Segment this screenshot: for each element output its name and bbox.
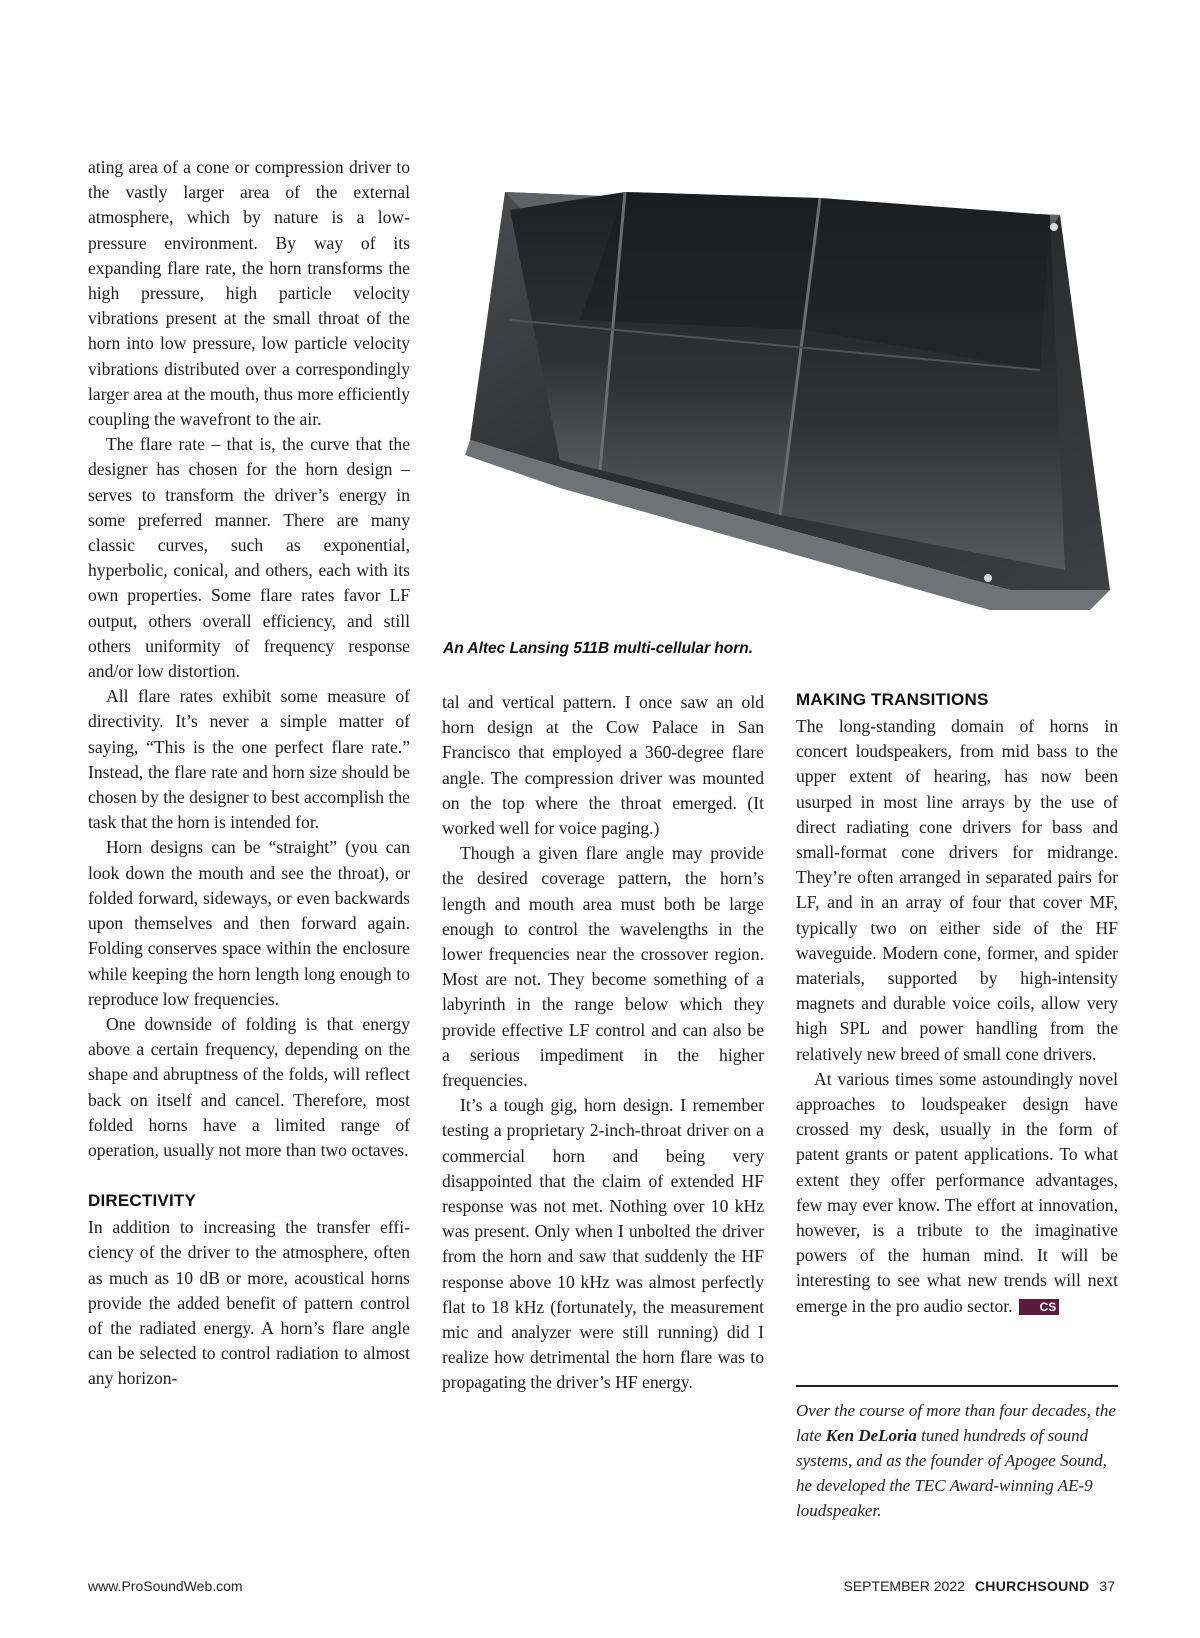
article-column-1 — [88, 155, 410, 1392]
paragraph-text: At various times some astoundingly novel approaches to loudspeaker design have crossed my desk, usually in the form of patent grants or patent applications. To what extent they offer performance advantages, few may ever know. The effort at innovation, however, is a tribute to the imaginative powers of the human mind. It will be interesting to see what new trends will next emerge in the pro audio sector. — [796, 1068, 1118, 1316]
bio-divider — [796, 1385, 1118, 1387]
footer-issue-date: SEPTEMBER 2022 — [843, 1578, 965, 1594]
paragraph: Though a given flare angle may provide the desired coverage pattern, the horn’s length and mouth area must both be large enough to control the wavelengths in the lower frequencies near the crossover region. Most are not. They become something of a labyrinth in the range below which they provide effective LF control and can also be a serious impediment in the higher frequencies. — [442, 843, 764, 1091]
horn-photo — [450, 170, 1110, 630]
paragraph: All flare rates exhibit some measure of directivity. It’s never a simple matter of saying, “This is the one perfect flare rate.” Instead, the flare rate and horn size should be chosen by the designer to best accomplish the task that the horn is intended for. — [88, 686, 410, 833]
paragraph: The long-standing domain of horns in concert loudspeakers, from mid bass to the upper extent of hearing, has now been usurped in most line arrays by the use of direct radiating cone drivers for bass and small-format cone drivers for midrange. They’re often arranged in separated pairs for LF, and in an array of four that cover MF, typically two on either side of the HF waveguide. Modern cone, former, and spider materials, supported by high-intensity magnets and durable voice coils, allow very high SPL and power handling from the relatively new breed of small cone drivers. — [796, 716, 1118, 1064]
footer-page-number: 37 — [1099, 1578, 1115, 1594]
footer-website: www.ProSoundWeb.com — [88, 1578, 243, 1594]
paragraph: Horn designs can be “straight” (you can look down the mouth and see the throat), or folded forward, sideways, or even backwards upon themselves and then forward again. Folding conserves space within the enclosure while keeping the horn length long enough to reproduce low frequencies. — [88, 837, 410, 1009]
author-name: Ken DeLoria — [825, 1426, 917, 1445]
end-mark-badge: CS — [1019, 1299, 1060, 1315]
paragraph: It’s a tough gig, horn design. I remember testing a proprietary 2-inch-throat driver on a commercial horn and being very disappointed that the claim of extended HF response was not met. Nothing over 10 kHz was present. Only when I unbolted the driver from the horn and saw that suddenly the HF response above 10 kHz was almost perfectly flat to 18 kHz (fortunately, the measurement mic and analyzer were still running) did I realize how detrimental the horn flare was to propagating the driver’s HF energy. — [442, 1095, 764, 1393]
paragraph: tal and vertical pattern. I once saw an old horn design at the Cow Palace in San Francisco that employed a 360-degree flare angle. The compression driver was mounted on the top where the throat emerged. (It worked well for voice paging.) — [442, 692, 764, 839]
horn-illustration — [450, 170, 1110, 630]
article-column-3 — [796, 688, 1118, 1319]
article-column-2 — [442, 690, 764, 1396]
section-heading-making-transitions: MAKING TRANSITIONS — [796, 690, 989, 709]
bio-text-after: tuned hundreds of sound systems, and as the founder of Apogee Sound, he developed the TEC Award-winning AE-9 loudspeaker. — [796, 1426, 1107, 1520]
footer-magazine-name: CHURCHSOUND — [974, 1578, 1090, 1594]
paragraph: The flare rate – that is, the curve that the designer has chosen for the horn design – serves to transform the driver’s energy in some preferred manner. There are many classic curves, such as exponential, hyperbolic, conical, and others, each with its own properties. Some flare rates favor LF output, others overall efficiency, and still others uniformity of frequency response and/or low distortion. — [88, 434, 410, 682]
figure-caption: An Altec Lansing 511B multi-cellular horn. — [443, 640, 754, 657]
paragraph: In addition to increasing the transfer efficiency of the driver to the atmosphere, often as much as 10 dB or more, acoustical horns provide the added benefit of pattern control of the radiated energy. A horn’s flare angle can be selected to control radiation to almost any horizon- — [88, 1217, 410, 1389]
author-bio — [796, 1398, 1118, 1523]
bio-text-before: Over the course of more than four decades, the late — [796, 1401, 1116, 1445]
paragraph — [796, 1067, 1118, 1319]
paragraph: ating area of a cone or compression driver to the vastly larger area of the external atmosphere, which by nature is a low-pressure environment. By way of its expanding flare rate, the horn transforms the high pressure, high particle velocity vibrations present at the small throat of the horn into low pressure, low particle velocity vibrations distributed over a correspondingly larger area at the mouth, thus more efficiently coupling the wavefront to the air. — [88, 157, 410, 430]
paragraph: One downside of folding is that energy above a certain frequency, depending on the shape and abruptness of the folds, will reflect back on itself and cancel. Therefore, most folded horns have a limited range of operation, usually not more than two octaves. — [88, 1013, 410, 1160]
section-heading-directivity: DIRECTIVITY — [88, 1191, 196, 1211]
footer-folio — [844, 1578, 1116, 1594]
